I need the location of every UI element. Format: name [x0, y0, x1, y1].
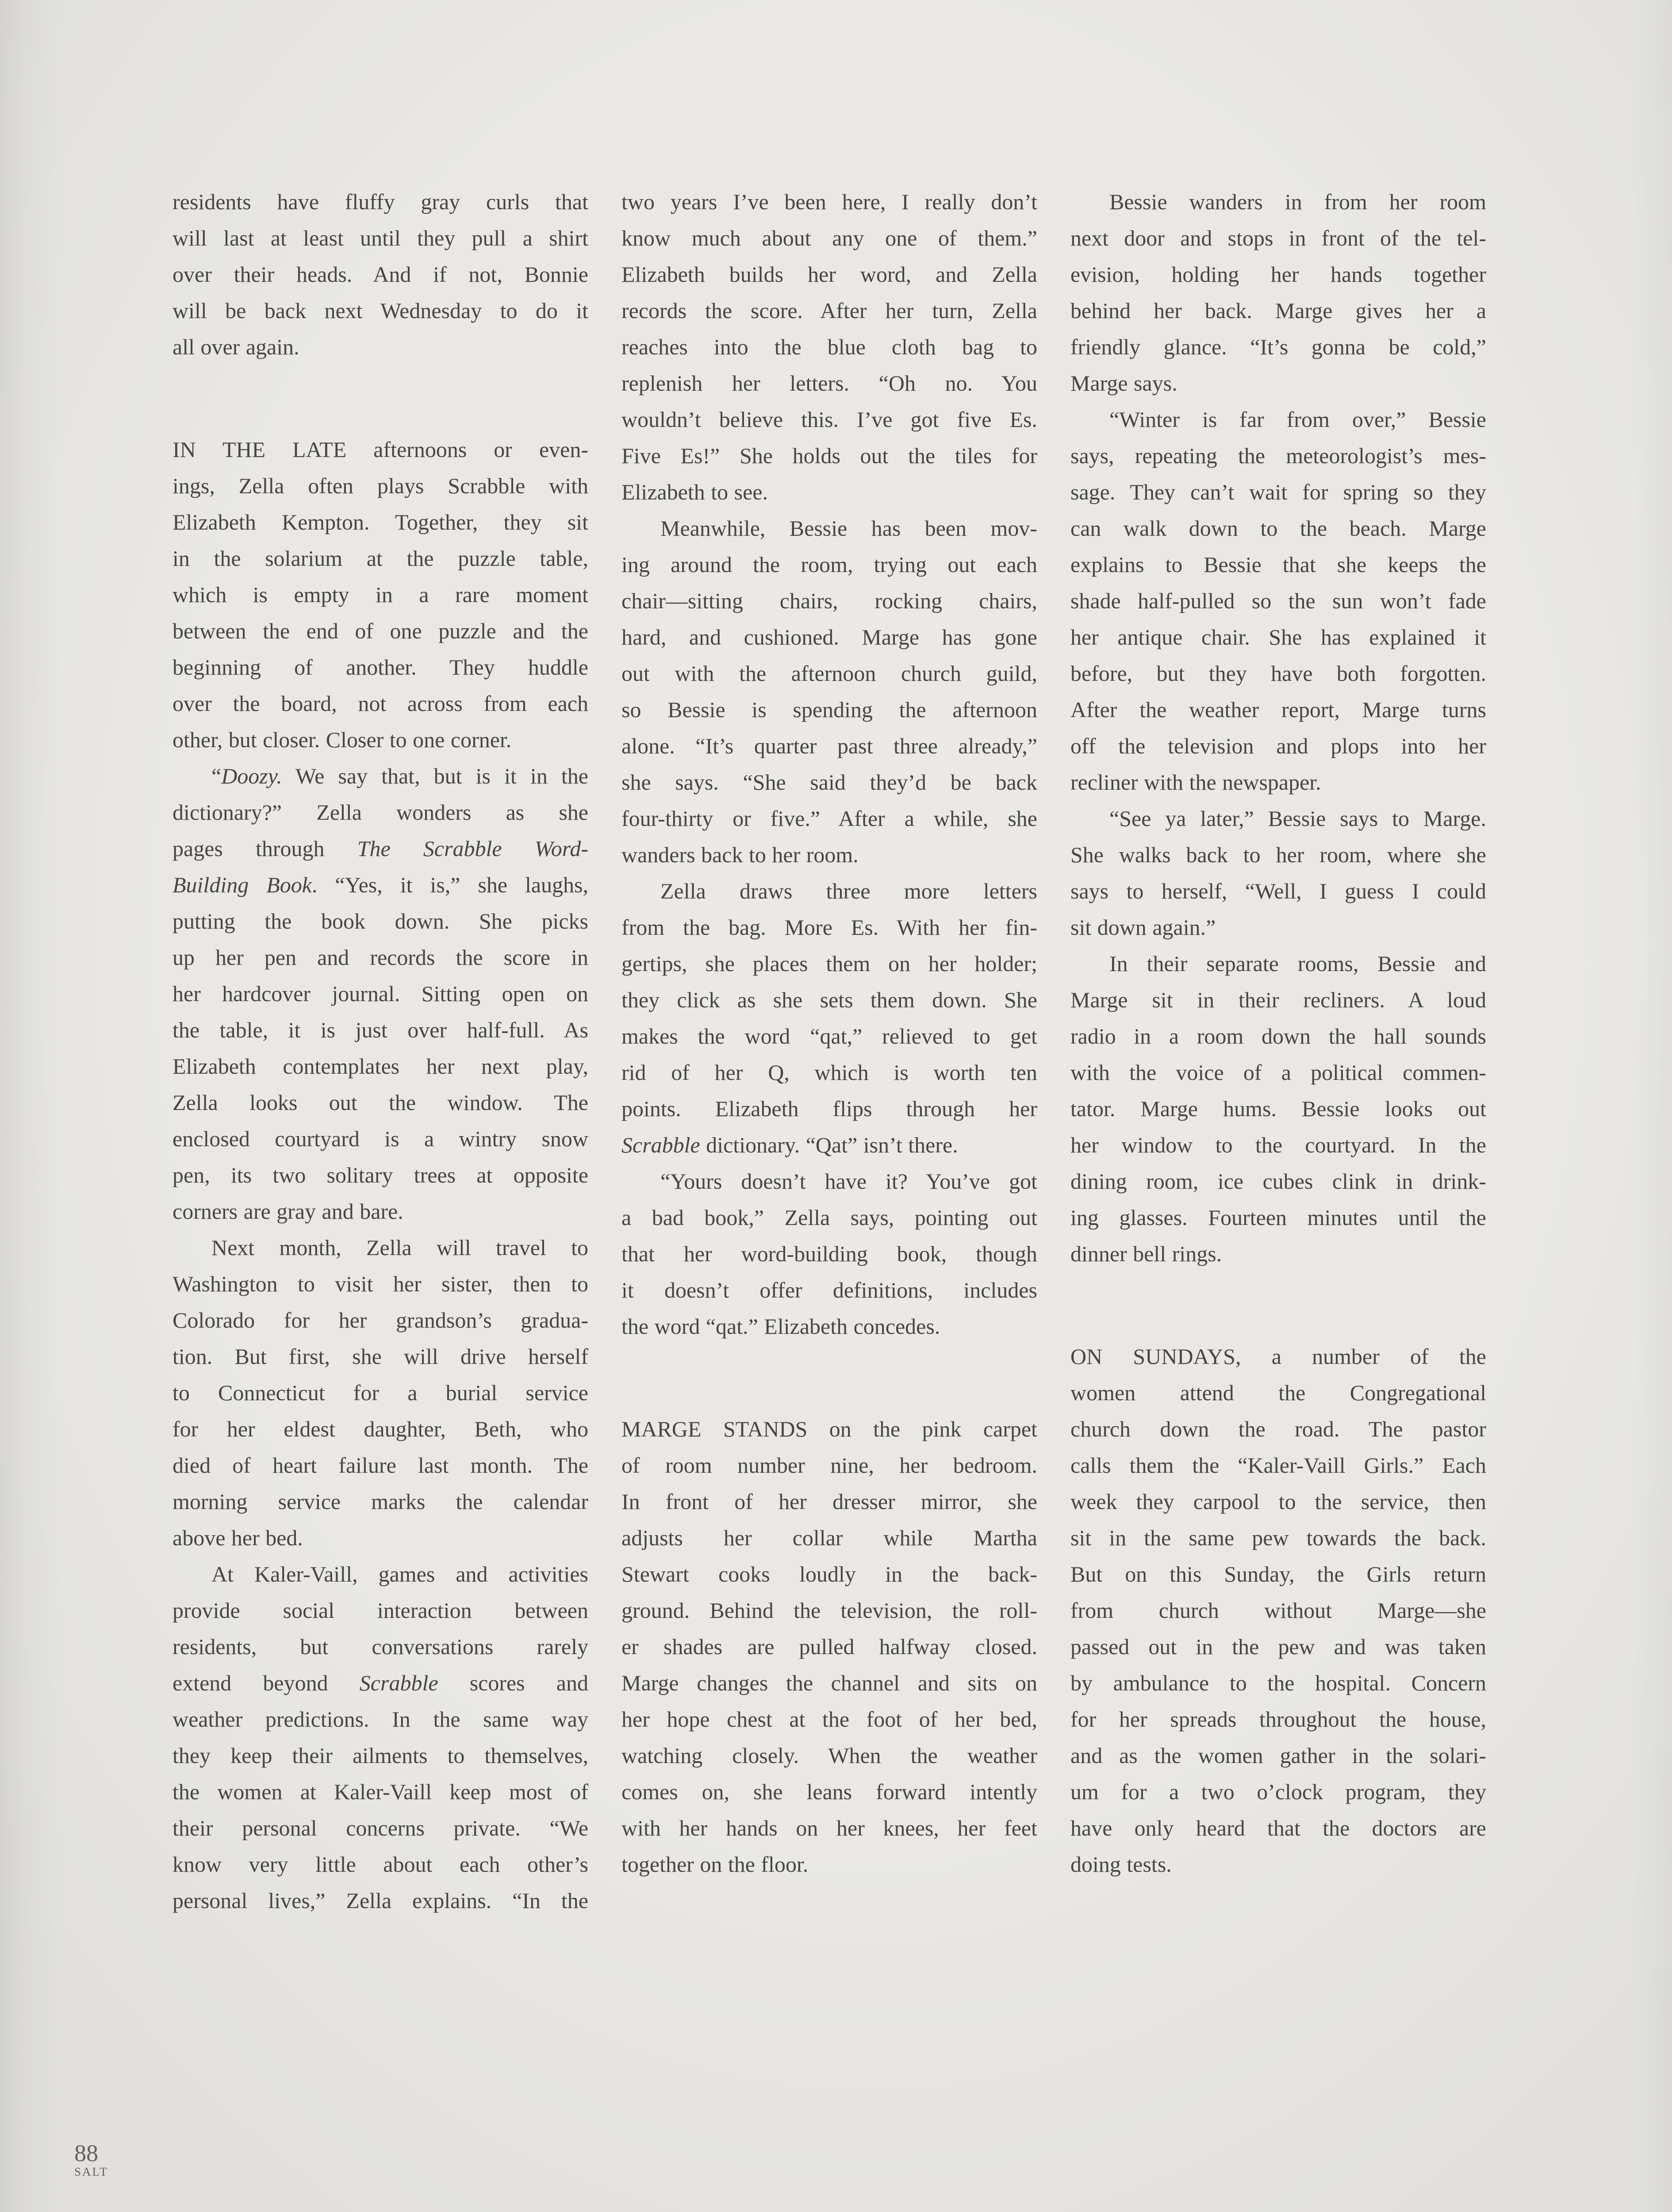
text-line: She walks back to her room, where she [1070, 842, 1486, 867]
text-line: morning service marks the calendar [173, 1489, 588, 1514]
text-line: sit in the same pew towards the back. [1070, 1525, 1486, 1550]
text-line: radio in a room down the hall sounds [1070, 1024, 1486, 1048]
text-line: pages through The Scrabble Word- [173, 836, 588, 861]
text-line: replenish her letters. “Oh no. You [621, 371, 1037, 396]
page-number: 88 [74, 2140, 98, 2166]
text-line: the women at Kaler-Vaill keep most of [173, 1779, 588, 1804]
text-line: Zella looks out the window. The [173, 1090, 588, 1115]
text-line: ing around the room, trying out each [621, 552, 1037, 577]
text-line: wouldn’t believe this. I’ve got five Es. [621, 407, 1037, 432]
text-line: her hope chest at the foot of her bed, [621, 1707, 1037, 1732]
text-line: from the bag. More Es. With her fin- [621, 915, 1037, 940]
text-line: women attend the Congregational [1070, 1380, 1486, 1405]
text-line: Elizabeth to see. [621, 480, 768, 504]
text-line: together on the floor. [621, 1852, 809, 1877]
text-line: At Kaler-Vaill, games and activities [211, 1562, 588, 1586]
text-line: hard, and cushioned. Marge has gone [621, 625, 1037, 649]
text-line: Marge changes the channel and sits on [621, 1671, 1037, 1695]
text-line: over the board, not across from each [173, 691, 588, 716]
text-line: two years I’ve been here, I really don’t [621, 189, 1037, 214]
text-line: Washington to visit her sister, then to [173, 1271, 588, 1296]
text-line: pen, its two solitary trees at opposite [173, 1163, 588, 1187]
text-line: and as the women gather in the solari- [1070, 1743, 1486, 1768]
text-line: Zella draws three more letters [660, 879, 1037, 903]
text-line: shade half-pulled so the sun won’t fade [1070, 588, 1486, 613]
text-line: for her spreads throughout the house, [1070, 1707, 1486, 1732]
text-line: Marge says. [1070, 371, 1177, 396]
text-line: provide social interaction between [173, 1598, 588, 1623]
text-line: four-thirty or five.” After a while, she [621, 806, 1037, 831]
text-line: After the weather report, Marge turns [1070, 697, 1486, 722]
text-line: says, repeating the meteorologist’s mes- [1070, 443, 1486, 468]
text-line: IN THE LATE afternoons or even- [173, 437, 588, 462]
text-line: “Winter is far from over,” Bessie [1109, 407, 1486, 432]
text-line: up her pen and records the score in [173, 945, 588, 970]
text-line: dictionary?” Zella wonders as she [173, 800, 588, 825]
page-footer [74, 2141, 108, 2178]
text-line: sit down again.” [1070, 915, 1216, 940]
text-line: wanders back to her room. [621, 842, 859, 867]
text-line: adjusts her collar while Martha [621, 1525, 1037, 1550]
text-line: they click as she sets them down. She [621, 987, 1037, 1012]
text-column-left [173, 184, 588, 1919]
text-line: will be back next Wednesday to do it [173, 298, 588, 323]
text-line: Bessie wanders in from her room [1109, 189, 1486, 214]
text-line: ON SUNDAYS, a number of the [1070, 1344, 1486, 1369]
text-line: her antique chair. She has explained it [1070, 625, 1486, 649]
text-line: dining room, ice cubes clink in drink- [1070, 1169, 1486, 1194]
magazine-name: SALT [74, 2165, 109, 2178]
text-line: residents have fluffy gray curls that [173, 189, 588, 214]
text-column-middle [621, 184, 1037, 1882]
text-line: chair—sitting chairs, rocking chairs, [621, 588, 1037, 613]
text-line: have only heard that the doctors are [1070, 1816, 1486, 1840]
text-line: personal lives,” Zella explains. “In the [173, 1888, 588, 1913]
text-line: says to herself, “Well, I guess I could [1070, 879, 1486, 903]
text-column-right [1070, 184, 1486, 1882]
text-line: Marge sit in their recliners. A loud [1070, 987, 1486, 1012]
text-line: so Bessie is spending the afternoon [621, 697, 1037, 722]
text-line: doing tests. [1070, 1852, 1172, 1877]
text-line: Meanwhile, Bessie has been mov- [660, 516, 1037, 541]
text-line: residents, but conversations rarely [173, 1634, 588, 1659]
text-line: from church without Marge—she [1070, 1598, 1486, 1623]
text-line: MARGE STANDS on the pink carpet [621, 1417, 1037, 1441]
text-line: passed out in the pew and was taken [1070, 1634, 1486, 1659]
text-line: calls them the “Kaler-Vaill Girls.” Each [1070, 1453, 1486, 1478]
text-line: ground. Behind the television, the roll- [621, 1598, 1037, 1623]
text-line: “Yours doesn’t have it? You’ve got [660, 1169, 1037, 1194]
text-line: that her word-building book, though [621, 1241, 1037, 1266]
text-line: her window to the courtyard. In the [1070, 1133, 1486, 1157]
text-line: they keep their ailments to themselves, [173, 1743, 588, 1768]
text-line: dinner bell rings. [1070, 1241, 1222, 1266]
text-line: explains to Bessie that she keeps the [1070, 552, 1486, 577]
text-line: Elizabeth builds her word, and Zella [621, 262, 1037, 287]
text-line: died of heart failure last month. The [173, 1453, 588, 1478]
text-line: will last at least until they pull a shirt [173, 226, 588, 250]
text-line: Scrabble dictionary. “Qat” isn’t there. [621, 1133, 958, 1157]
text-line: she says. “She said they’d be back [621, 770, 1037, 795]
text-line: with the voice of a political commen- [1070, 1060, 1486, 1085]
text-line: all over again. [173, 334, 299, 359]
text-line: points. Elizabeth flips through her [621, 1096, 1037, 1121]
text-line: a bad book,” Zella says, pointing out [621, 1205, 1037, 1230]
text-line: out with the afternoon church guild, [621, 661, 1037, 686]
text-line: But on this Sunday, the Girls return [1070, 1562, 1486, 1586]
text-line: tion. But first, she will drive herself [173, 1344, 588, 1369]
text-line: In their separate rooms, Bessie and [1109, 951, 1486, 976]
text-line: in the solarium at the puzzle table, [173, 546, 588, 571]
text-line: er shades are pulled halfway closed. [621, 1634, 1037, 1659]
text-line: beginning of another. They huddle [173, 655, 588, 680]
text-line: tator. Marge hums. Bessie looks out [1070, 1096, 1486, 1121]
text-line: know very little about each other’s [173, 1852, 588, 1877]
text-line: the word “qat.” Elizabeth concedes. [621, 1314, 940, 1339]
text-line: before, but they have both forgotten. [1070, 661, 1486, 686]
text-line: extend beyond Scrabble scores and [173, 1671, 588, 1695]
text-line: to Connecticut for a burial service [173, 1380, 588, 1405]
text-line: between the end of one puzzle and the [173, 618, 588, 643]
text-line: Colorado for her grandson’s gradua- [173, 1308, 588, 1333]
text-line: Elizabeth contemplates her next play, [173, 1054, 588, 1079]
text-line: evision, holding her hands together [1070, 262, 1486, 287]
text-line: over their heads. And if not, Bonnie [173, 262, 588, 287]
text-line: Next month, Zella will travel to [211, 1235, 588, 1260]
text-line: week they carpool to the service, then [1070, 1489, 1486, 1514]
text-line: Building Book. “Yes, it is,” she laughs, [173, 872, 588, 897]
text-line: records the score. After her turn, Zella [621, 298, 1037, 323]
text-line: her hardcover journal. Sitting open on [173, 981, 588, 1006]
text-line: it doesn’t offer definitions, includes [621, 1278, 1037, 1302]
text-line: off the television and plops into her [1070, 733, 1486, 758]
text-line: putting the book down. She picks [173, 909, 588, 933]
text-line: um for a two o’clock program, they [1070, 1779, 1486, 1804]
text-line: makes the word “qat,” relieved to get [621, 1024, 1037, 1048]
text-line: other, but closer. Closer to one corner. [173, 727, 512, 752]
text-line: “See ya later,” Bessie says to Marge. [1109, 806, 1486, 831]
text-line: Stewart cooks loudly in the back- [621, 1562, 1037, 1586]
text-line: “Doozy. We say that, but is it in the [211, 764, 588, 788]
text-line: church down the road. The pastor [1070, 1417, 1486, 1441]
text-line: know much about any one of them.” [621, 226, 1037, 250]
text-line: can walk down to the beach. Marge [1070, 516, 1486, 541]
text-line: with her hands on her knees, her feet [621, 1816, 1037, 1840]
text-line: corners are gray and bare. [173, 1199, 403, 1224]
text-line: reaches into the blue cloth bag to [621, 334, 1037, 359]
text-line: rid of her Q, which is worth ten [621, 1060, 1037, 1085]
text-line: Elizabeth Kempton. Together, they sit [173, 510, 588, 534]
text-line: weather predictions. In the same way [173, 1707, 588, 1732]
text-line: watching closely. When the weather [621, 1743, 1037, 1768]
text-line: friendly glance. “It’s gonna be cold,” [1070, 334, 1486, 359]
text-line: ing glasses. Fourteen minutes until the [1070, 1205, 1486, 1230]
text-line: sage. They can’t wait for spring so they [1070, 480, 1486, 504]
text-line: which is empty in a rare moment [173, 582, 588, 607]
text-line: ings, Zella often plays Scrabble with [173, 473, 588, 498]
text-line: comes on, she leans forward intently [621, 1779, 1037, 1804]
text-line: for her eldest daughter, Beth, who [173, 1417, 588, 1441]
text-line: Five Es!” She holds out the tiles for [621, 443, 1037, 468]
text-line: alone. “It’s quarter past three already,” [621, 733, 1037, 758]
text-line: next door and stops in front of the tel- [1070, 226, 1486, 250]
text-line: gertips, she places them on her holder; [621, 951, 1037, 976]
text-line: above her bed. [173, 1525, 303, 1550]
text-line: their personal concerns private. “We [173, 1816, 588, 1840]
text-line: In front of her dresser mirror, she [621, 1489, 1037, 1514]
text-line: behind her back. Marge gives her a [1070, 298, 1486, 323]
text-line: the table, it is just over half-full. As [173, 1018, 588, 1042]
text-line: of room number nine, her bedroom. [621, 1453, 1037, 1478]
text-line: by ambulance to the hospital. Concern [1070, 1671, 1486, 1695]
text-line: recliner with the newspaper. [1070, 770, 1321, 795]
text-line: enclosed courtyard is a wintry snow [173, 1126, 588, 1151]
